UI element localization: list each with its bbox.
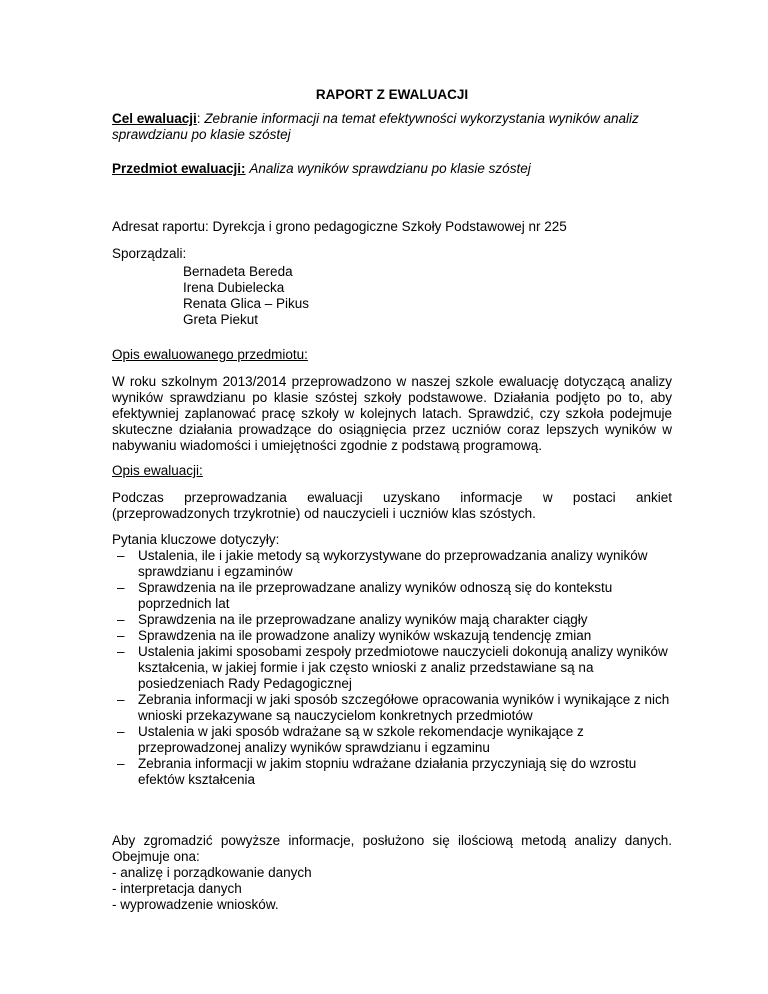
- metoda-text: Aby zgromadzić powyższe informacje, posłużono się ilościową metodą analizy danych. Obejmuje ona:: [112, 833, 672, 864]
- list-item: – Ustalenia jakimi sposobami zespoły przedmiotowe nauczycieli dokonują analizy wyników kształcenia, w jakiej formie i jak często wnioski z analiz przedstawiane są na posiedzeniach Rady Pedagogicznej: [112, 644, 672, 692]
- cel-ewaluacji: Cel ewaluacji: Zebranie informacji na temat efektywności wykorzystania wyników analiz sprawdzianu po klasie szóstej: [112, 111, 639, 142]
- list-item: – Ustalenia, ile i jakie metody są wykorzystywane do przeprowadzania analizy wyników sprawdzianu i egzaminów: [112, 548, 672, 580]
- list-item: – Sprawdzenia na ile prowadzone analizy wyników wskazują tendencję zmian: [112, 628, 672, 644]
- opis-ewaluacji-text: [112, 490, 672, 522]
- adresat-raportu: Adresat raportu: Dyrekcja i grono pedagogiczne Szkoły Podstawowej nr 225: [112, 219, 567, 234]
- word: postaci: [572, 490, 616, 505]
- opis-przedmiotu-heading: Opis ewaluowanego przedmiotu:: [112, 347, 308, 362]
- authors-list: [112, 264, 743, 328]
- przedmiot-text: Analiza wyników sprawdzianu po klasie szóstej: [249, 161, 531, 176]
- word: przeprowadzania: [184, 490, 287, 505]
- word: w: [542, 490, 553, 505]
- metoda-list: [112, 865, 672, 913]
- list-item: - analizę i porządkowanie danych: [112, 865, 312, 880]
- list-item: - wyprowadzenie wniosków.: [112, 897, 279, 912]
- cel-text: Zebranie informacji na temat efektywności wykorzystania wyników analiz sprawdzianu po klasie szóstej: [112, 111, 639, 142]
- sporzadzali-label: Sporządzali:: [112, 246, 187, 261]
- list-item: - interpretacja danych: [112, 881, 242, 896]
- word: Podczas: [112, 490, 164, 505]
- list-item: – Zebrania informacji w jaki sposób szczegółowe opracowania wyników i wynikające z nich wnioski przekazywane są nauczycielom konkretnych przedmiotów: [112, 692, 672, 724]
- author-name: Greta Piekut: [183, 312, 259, 327]
- opis-ewaluacji-heading: Opis ewaluacji:: [112, 463, 203, 478]
- przedmiot-ewaluacji: [112, 161, 672, 177]
- word: uzyskano: [382, 490, 441, 505]
- opis-przedmiotu-text: W roku szkolnym 2013/2014 przeprowadzono w naszej szkole ewaluację dotyczącą analizy wyników sprawdzianu po klasie szóstej szkoły podstawowe. Działania podjęto po to, aby efektywniej zaplanować pracę szkoły w kolejnych latach. Sprawdzić, czy szkoła podejmuje skuteczne działania prowadzące do osiągnięcia przez uczniów coraz lepszych wyników w nabywaniu wiadomości i umiejętności zgodnie z podstawą programową.: [112, 374, 672, 453]
- pytania-list: [112, 548, 672, 788]
- word: ewaluacji: [307, 490, 363, 505]
- author-name: Renata Glica – Pikus: [183, 296, 310, 311]
- list-item: – Sprawdzenia na ile przeprowadzane analizy wyników mają charakter ciągły: [112, 612, 672, 628]
- list-item: – Ustalenia w jaki sposób wdrażane są w szkole rekomendacje wynikające z przeprowadzonej analizy wyników sprawdzianu i egzaminu: [112, 724, 672, 756]
- cel-label: Cel ewaluacji: [112, 111, 197, 126]
- pytania-intro: Pytania kluczowe dotyczyły:: [112, 532, 280, 547]
- list-item: – Zebrania informacji w jakim stopniu wdrażane działania przyczyniają się do wzrostu efektów kształcenia: [112, 756, 672, 788]
- word: informacje: [460, 490, 523, 505]
- list-item: – Sprawdzenia na ile przeprowadzane analizy wyników odnoszą się do kontekstu poprzednich lat: [112, 580, 672, 612]
- opis-ewaluacji-line-1: [112, 490, 672, 506]
- author-name: Bernadeta Bereda: [183, 264, 293, 279]
- document-title: RAPORT Z EWALUACJI: [315, 87, 469, 102]
- author-name: Irena Dubielecka: [183, 280, 285, 295]
- opis-ewaluacji-line-2: (przeprowadzonych trzykrotnie) od nauczycieli i uczniów klas szóstych.: [112, 506, 536, 521]
- word: ankiet: [635, 490, 672, 505]
- przedmiot-label: Przedmiot ewaluacji:: [112, 161, 246, 176]
